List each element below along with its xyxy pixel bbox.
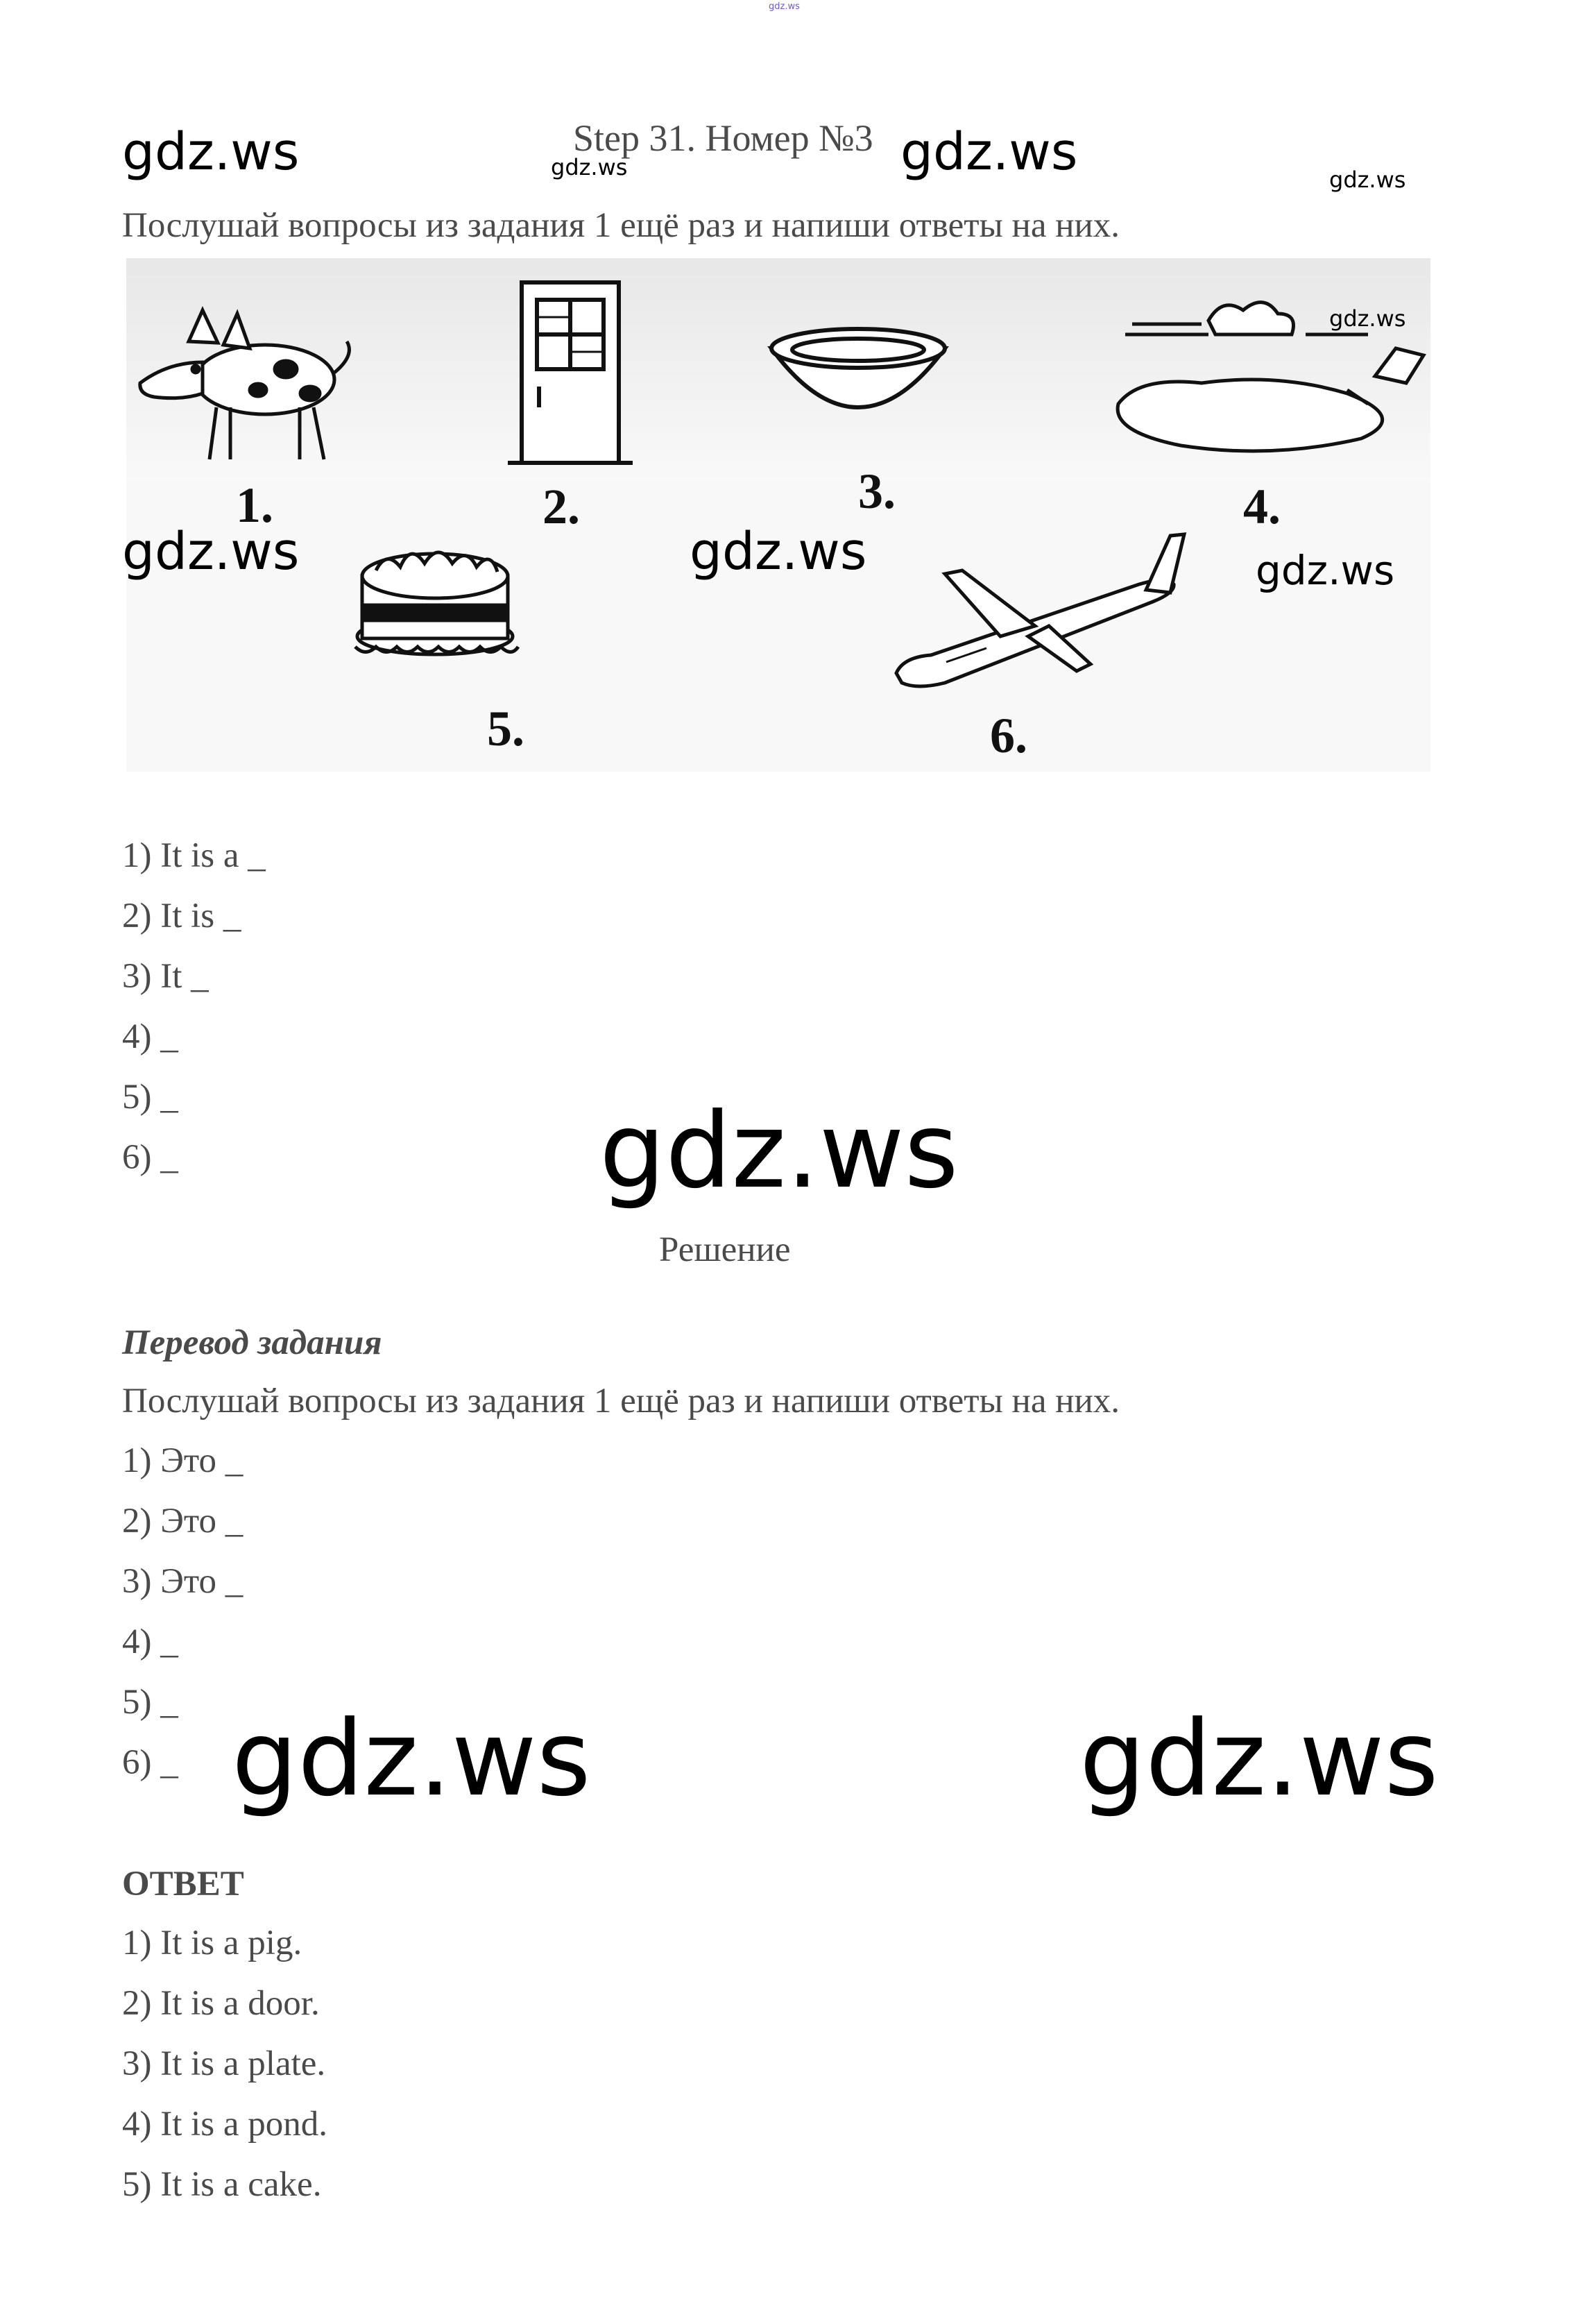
solution-label: Решение bbox=[659, 1230, 791, 1269]
translation-line-6: 6) _ bbox=[122, 1743, 178, 1782]
picture-number-5: 5. bbox=[487, 701, 524, 756]
translation-line-5: 5) _ bbox=[122, 1683, 178, 1722]
watermark-illustration-left: gdz.ws bbox=[122, 522, 300, 582]
answer-line-3: 3) It is a plate. bbox=[122, 2044, 326, 2083]
picture-number-3: 3. bbox=[858, 464, 896, 519]
translation-line-2: 2) Это _ bbox=[122, 1502, 243, 1541]
watermark-illustration-top-right: gdz.ws bbox=[1329, 305, 1406, 332]
exercise-line-1: 1) It is a _ bbox=[122, 836, 266, 875]
watermark-large-center: gdz.ws bbox=[599, 1091, 959, 1212]
watermark-illustration-center: gdz.ws bbox=[690, 522, 867, 582]
watermark-large-right: gdz.ws bbox=[1079, 1699, 1439, 1820]
watermark-tiny-top: gdz.ws bbox=[769, 1, 800, 12]
watermark-top-left: gdz.ws bbox=[122, 122, 300, 182]
exercise-line-4: 4) _ bbox=[122, 1017, 178, 1056]
door-icon bbox=[508, 282, 633, 463]
cake-icon bbox=[355, 552, 518, 654]
translation-line-1: 1) Это _ bbox=[122, 1441, 243, 1480]
answer-line-2: 2) It is a door. bbox=[122, 1984, 320, 2023]
answer-line-5: 5) It is a cake. bbox=[122, 2165, 322, 2204]
translation-heading: Перевод задания bbox=[122, 1323, 382, 1362]
exercise-line-2: 2) It is _ bbox=[122, 897, 241, 935]
exercise-line-3: 3) It _ bbox=[122, 957, 209, 996]
picture-number-1: 1. bbox=[236, 477, 273, 533]
task-illustration bbox=[126, 258, 1430, 772]
watermark-illustration-right: gdz.ws bbox=[1256, 547, 1395, 594]
page-title: Step 31. Номер №3 bbox=[573, 117, 873, 159]
watermark-top-center: gdz.ws bbox=[900, 122, 1078, 182]
translation-line-3: 3) Это _ bbox=[122, 1562, 243, 1601]
picture-number-4: 4. bbox=[1243, 479, 1281, 534]
exercise-line-5: 5) _ bbox=[122, 1078, 178, 1117]
task-text: Послушай вопросы из задания 1 ещё раз и напиши ответы на них. bbox=[122, 206, 1120, 245]
picture-number-6: 6. bbox=[990, 708, 1027, 763]
picture-number-2: 2. bbox=[542, 479, 580, 534]
watermark-top-right: gdz.ws bbox=[1329, 167, 1406, 193]
watermark-under-title: gdz.ws bbox=[551, 154, 628, 180]
watermark-large-left: gdz.ws bbox=[232, 1699, 591, 1820]
exercise-line-6: 6) _ bbox=[122, 1138, 178, 1177]
answer-heading: ОТВЕТ bbox=[122, 1865, 244, 1903]
answer-line-4: 4) It is a pond. bbox=[122, 2105, 328, 2144]
translation-line-4: 4) _ bbox=[122, 1622, 178, 1661]
answer-line-1: 1) It is a pig. bbox=[122, 1924, 302, 1962]
translation-text: Послушай вопросы из задания 1 ещё раз и напиши ответы на них. bbox=[122, 1382, 1120, 1420]
